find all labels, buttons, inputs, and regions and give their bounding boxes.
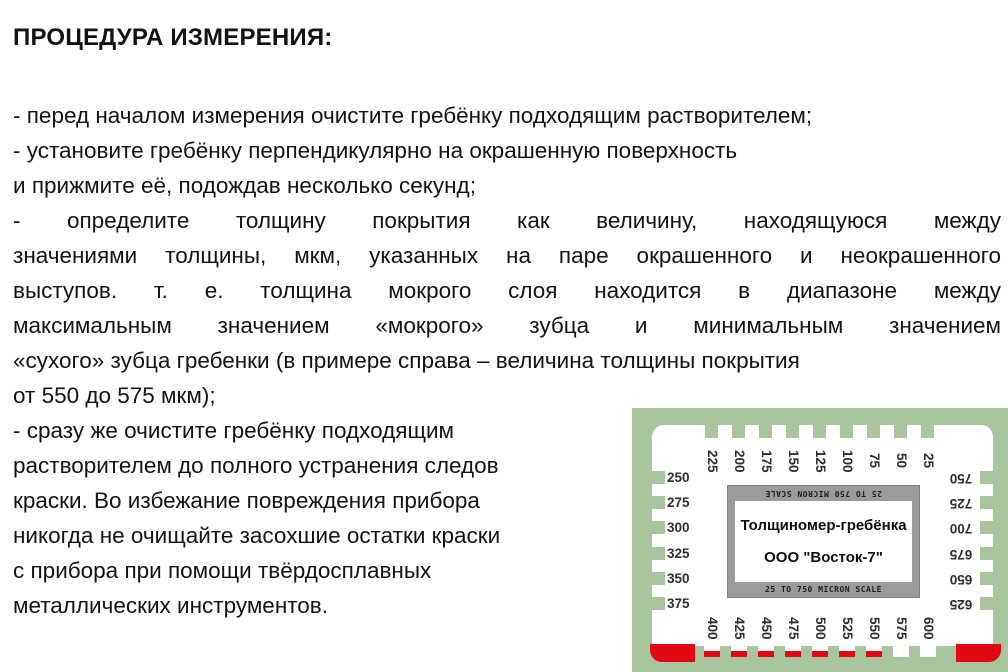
scale-label-top: 75 bbox=[867, 453, 882, 469]
body-line: от 550 до 575 мкм); bbox=[13, 383, 216, 408]
scale-label-left: 300 bbox=[667, 520, 690, 535]
scale-label-top: 175 bbox=[759, 449, 774, 473]
gauge-notch bbox=[786, 425, 799, 438]
gauge-notch bbox=[980, 572, 993, 585]
scale-label-top: 125 bbox=[813, 449, 828, 473]
scale-label-bottom: 600 bbox=[921, 616, 936, 640]
gauge-notch bbox=[705, 425, 718, 438]
body-line: «сухого» зубца гребенки (в примере справа – величина толщины покрытия bbox=[13, 348, 800, 373]
gauge-tooth-clean bbox=[920, 646, 936, 657]
gauge-notch bbox=[652, 496, 665, 509]
body-line: растворителем до полного устранения следов bbox=[13, 453, 499, 478]
comb-gauge-image bbox=[632, 408, 1008, 672]
scale-label-top: 25 bbox=[921, 453, 936, 469]
body-line: максимальным значением «мокрого» зубца и минимальным значением bbox=[13, 313, 1001, 338]
scale-label-right: 625 bbox=[949, 597, 973, 612]
gauge-notch bbox=[732, 425, 745, 438]
gauge-tooth-paint-mark bbox=[704, 646, 720, 657]
scale-label-bottom: 450 bbox=[759, 616, 774, 640]
gauge-notch bbox=[867, 425, 880, 438]
scale-label-right: 750 bbox=[949, 471, 973, 486]
gauge-notch bbox=[980, 597, 993, 610]
scale-label-left: 325 bbox=[667, 546, 690, 561]
gauge-notch bbox=[894, 425, 907, 438]
scale-label-left: 375 bbox=[667, 596, 690, 611]
gauge-notch bbox=[652, 572, 665, 585]
gauge-notch bbox=[980, 547, 993, 560]
scale-label-top: 200 bbox=[732, 449, 747, 473]
gauge-notch bbox=[921, 425, 934, 438]
device-name: Толщиномер-гребёнка bbox=[740, 516, 907, 534]
gauge-tooth-paint-mark bbox=[866, 646, 882, 657]
scale-label-bottom: 475 bbox=[786, 616, 801, 640]
scale-label-top: 225 bbox=[705, 449, 720, 473]
gauge-foot-paint-mark bbox=[650, 644, 695, 662]
scale-label-bottom: 575 bbox=[894, 616, 909, 640]
body-line: никогда не очищайте засохшие остатки краски bbox=[13, 523, 501, 548]
gauge-notch bbox=[813, 425, 826, 438]
gauge-notch bbox=[840, 425, 853, 438]
scale-label-top: 50 bbox=[894, 453, 909, 469]
body-line: - сразу же очистите гребёнку подходящим bbox=[13, 418, 455, 443]
scale-label-top: 150 bbox=[786, 449, 801, 473]
gauge-tooth-clean bbox=[893, 646, 909, 657]
gauge-notch bbox=[652, 597, 665, 610]
scale-label-bottom: 550 bbox=[867, 616, 882, 640]
gauge-foot-paint-mark bbox=[956, 644, 1001, 662]
scale-label-right: 725 bbox=[949, 496, 973, 511]
body-line: - установите гребёнку перпендикулярно на окрашенную поверхность bbox=[13, 138, 738, 163]
gauge-notch bbox=[652, 547, 665, 560]
body-line: выступов. т. е. толщина мокрого слоя находится в диапазоне между bbox=[13, 278, 1001, 303]
scale-label-left: 350 bbox=[667, 571, 690, 586]
gauge-notch bbox=[980, 521, 993, 534]
scale-label-bottom: 425 bbox=[732, 616, 747, 640]
scale-label-left: 250 bbox=[667, 470, 690, 485]
gauge-notch bbox=[652, 471, 665, 484]
manufacturer-name: ООО "Восток-7" bbox=[764, 549, 883, 567]
body-line: значениями толщины, мкм, указанных на паре окрашенного и неокрашенного bbox=[13, 243, 1001, 268]
gauge-tooth-paint-mark bbox=[812, 646, 828, 657]
body-line: - определите толщину покрытия как величину, находящуюся между bbox=[13, 208, 1001, 233]
gauge-tooth-paint-mark bbox=[731, 646, 747, 657]
scale-label-top: 100 bbox=[840, 449, 855, 473]
body-line: металлических инструментов. bbox=[13, 593, 329, 618]
gauge-tooth-paint-mark bbox=[758, 646, 774, 657]
gauge-label-inner bbox=[735, 501, 912, 582]
micron-scale-caption-top: 25 TO 750 MICRON SCALE bbox=[765, 489, 882, 498]
scale-label-right: 700 bbox=[949, 521, 973, 536]
body-line: с прибора при помощи твёрдосплавных bbox=[13, 558, 432, 583]
body-line: - перед началом измерения очистите гребёнку подходящим растворителем; bbox=[13, 103, 813, 128]
page-title: ПРОЦЕДУРА ИЗМЕРЕНИЯ: bbox=[13, 24, 333, 51]
gauge-center-label bbox=[727, 485, 920, 598]
gauge-tooth-paint-mark bbox=[839, 646, 855, 657]
gauge-notch bbox=[759, 425, 772, 438]
scale-label-bottom: 525 bbox=[840, 616, 855, 640]
scale-label-left: 275 bbox=[667, 495, 690, 510]
gauge-tooth-paint-mark bbox=[785, 646, 801, 657]
micron-scale-caption-bottom: 25 TO 750 MICRON SCALE bbox=[765, 585, 882, 594]
body-line: и прижмите её, подождав несколько секунд; bbox=[13, 173, 476, 198]
scale-label-bottom: 400 bbox=[705, 616, 720, 640]
body-line: краски. Во избежание повреждения прибора bbox=[13, 488, 480, 513]
scale-label-right: 650 bbox=[949, 572, 973, 587]
gauge-notch bbox=[652, 521, 665, 534]
gauge-notch bbox=[980, 496, 993, 509]
scale-label-right: 675 bbox=[949, 547, 973, 562]
scale-label-bottom: 500 bbox=[813, 616, 828, 640]
gauge-notch bbox=[980, 471, 993, 484]
